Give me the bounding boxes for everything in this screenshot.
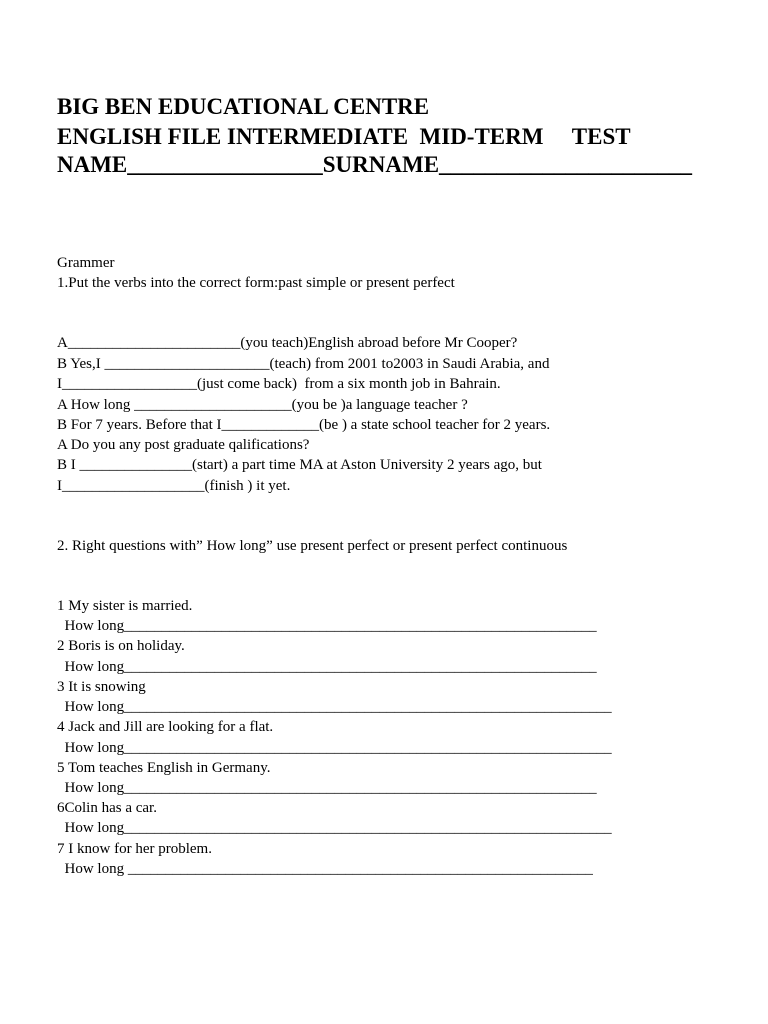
answer-line: How long_________________________________________________________________ (57, 740, 612, 756)
answer-line: How long_______________________________________________________________ (57, 780, 597, 796)
dialogue-line: I___________________(finish ) it yet. (57, 478, 291, 494)
answer-line: How long_________________________________________________________________ (57, 699, 612, 715)
test-title: ENGLISH FILE INTERMEDIATE MID-TERM TEST (57, 124, 631, 149)
answer-line: How long_________________________________________________________________ (57, 820, 612, 836)
exercise1-instruction: 1.Put the verbs into the correct form:past simple or present perfect (57, 275, 455, 291)
dialogue-line: B Yes,I ______________________(teach) from 2001 to2003 in Saudi Arabia, and (57, 356, 550, 372)
dialogue-line: A How long _____________________(you be )a language teacher ? (57, 397, 468, 413)
answer-line: How long ______________________________________________________________ (57, 861, 593, 877)
answer-line: How long_______________________________________________________________ (57, 659, 597, 675)
dialogue-line: A Do you any post graduate qalifications? (57, 437, 310, 453)
question-prompt: 4 Jack and Jill are looking for a flat. (57, 719, 274, 735)
question-prompt: 2 Boris is on holiday. (57, 638, 185, 654)
question-prompt: 1 My sister is married. (57, 598, 193, 614)
dialogue-line: I__________________(just come back) from a six month job in Bahrain. (57, 376, 501, 392)
dialogue-line: B For 7 years. Before that I_____________(be ) a state school teacher for 2 years. (57, 417, 551, 433)
section-heading: Grammer (57, 255, 115, 271)
dialogue-line: B I _______________(start) a part time MA at Aston University 2 years ago, but (57, 457, 542, 473)
question-prompt: 3 It is snowing (57, 679, 146, 695)
dialogue-line: A_______________________(you teach)English abroad before Mr Cooper? (57, 335, 518, 351)
answer-line: How long_______________________________________________________________ (57, 618, 597, 634)
exercise2-instruction: 2. Right questions with” How long” use present perfect or present perfect continuous (57, 538, 568, 554)
question-prompt: 6Colin has a car. (57, 800, 157, 816)
school-name: BIG BEN EDUCATIONAL CENTRE (57, 94, 430, 119)
question-prompt: 7 I know for her problem. (57, 841, 212, 857)
question-prompt: 5 Tom teaches English in Germany. (57, 760, 271, 776)
name-surname-line: NAME_________________SURNAME______________________ (57, 152, 693, 177)
